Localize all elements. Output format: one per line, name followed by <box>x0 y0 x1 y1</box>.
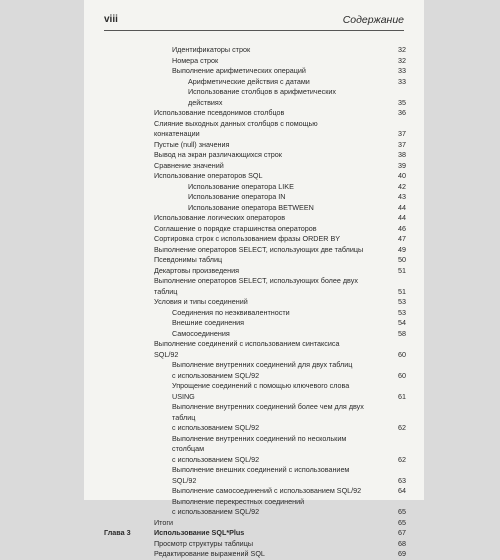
toc-entry-title: Псевдонимы таблиц <box>154 255 223 264</box>
toc-entry-title: Выполнение арифметических операций <box>172 66 306 75</box>
toc-entry <box>84 234 424 245</box>
toc-entry-page: 62 <box>398 423 406 432</box>
toc-entry <box>84 497 424 518</box>
toc-entry <box>84 224 424 235</box>
toc-entry <box>84 339 424 360</box>
table-of-contents <box>84 45 424 560</box>
toc-entry <box>84 486 424 497</box>
toc-entry-title: Выполнение внутренних соединений по нескольким столбцам с использованием SQL/92 <box>172 433 347 464</box>
toc-entry <box>84 276 424 297</box>
toc-entry <box>84 245 424 256</box>
toc-entry-page: 62 <box>398 454 406 464</box>
toc-entry <box>84 549 424 560</box>
toc-entry-title: Соединения по неэквивалентности <box>172 307 290 317</box>
header-rule <box>104 30 404 31</box>
toc-entry <box>84 182 424 193</box>
toc-entry-title: Декартовы произведения <box>154 265 240 275</box>
toc-entry-title: Использование псевдонимов столбцов <box>154 108 285 117</box>
toc-entry <box>84 360 424 381</box>
toc-entry-page: 63 <box>398 475 406 485</box>
toc-entry-page: 32 <box>398 55 406 65</box>
toc-entry-page: 67 <box>398 528 406 537</box>
toc-entry <box>84 161 424 172</box>
toc-entry <box>84 381 424 402</box>
toc-entry <box>84 192 424 203</box>
toc-entry-title: Использование SQL*Plus <box>154 528 245 537</box>
toc-entry-title: Вывод на экран различающихся строк <box>154 150 282 159</box>
toc-entry-title: Самосоединения <box>172 328 230 338</box>
book-page <box>84 0 424 558</box>
toc-entry-title: Слияние выходных данных столбцов с помощью конкатенации <box>154 118 318 138</box>
toc-entry-page: 51 <box>398 286 406 296</box>
toc-entry <box>84 329 424 340</box>
toc-entry <box>84 203 424 214</box>
page-header <box>104 14 404 34</box>
page-number: viii <box>104 14 118 25</box>
toc-entry-page: 38 <box>398 150 406 159</box>
toc-entry-page: 58 <box>398 328 406 338</box>
toc-entry-page: 32 <box>398 45 406 54</box>
toc-entry-title: Выполнение перекрестных соединений с использованием SQL/92 <box>172 496 305 516</box>
toc-entry-page: 50 <box>398 255 406 264</box>
toc-entry-page: 68 <box>398 538 406 548</box>
toc-entry-title: Упрощение соединений с помощью ключевого слова USING <box>172 381 350 401</box>
toc-entry-title: Использование операторов SQL <box>154 171 263 180</box>
toc-entry <box>84 77 424 88</box>
toc-entry <box>84 297 424 308</box>
toc-entry <box>84 66 424 77</box>
toc-entry-page: 65 <box>398 507 406 516</box>
toc-entry-page: 33 <box>398 66 406 75</box>
toc-entry-title: Использование оператора BETWEEN <box>188 202 314 212</box>
toc-entry-title: Выполнение внешних соединений с использованием SQL/92 <box>172 465 350 485</box>
toc-entry <box>84 119 424 140</box>
toc-entry <box>84 266 424 277</box>
toc-entry-title: Сравнение значений <box>154 160 224 170</box>
toc-entry-page: 35 <box>398 97 406 107</box>
toc-entry-page: 64 <box>398 486 406 495</box>
toc-entry-page: 33 <box>398 76 406 86</box>
toc-entry-page: 43 <box>398 192 406 201</box>
toc-entry <box>84 308 424 319</box>
toc-entry <box>84 56 424 67</box>
toc-entry <box>84 465 424 486</box>
toc-entry-title: Использование столбцов в арифметических действиях <box>188 87 336 107</box>
toc-entry <box>84 434 424 466</box>
toc-entry-page: 42 <box>398 181 406 191</box>
toc-entry-page: 46 <box>398 223 406 233</box>
toc-entry <box>84 518 424 529</box>
toc-entry-title: Пустые (null) значения <box>154 139 230 149</box>
toc-entry-title: Просмотр структуры таблицы <box>154 538 253 548</box>
toc-entry-page: 47 <box>398 234 406 243</box>
toc-entry-page: 60 <box>398 370 406 380</box>
toc-entry-page: 40 <box>398 171 406 180</box>
toc-entry-title: Номера строк <box>172 55 219 65</box>
toc-entry-title: Выполнение операторов SELECT, использующих более двух таблиц <box>154 276 358 296</box>
toc-entry <box>84 213 424 224</box>
toc-entry-page: 36 <box>398 108 406 117</box>
toc-entry-title: Выполнение внутренних соединений более чем для двух таблиц с использованием SQL/92 <box>172 402 364 432</box>
toc-entry-title: Сортировка строк с использованием фразы ORDER BY <box>154 234 341 243</box>
toc-entry-page: 44 <box>398 213 406 222</box>
toc-entry-page: 69 <box>398 549 406 558</box>
toc-entry <box>84 318 424 329</box>
toc-entry-page: 53 <box>398 297 406 306</box>
toc-entry-title: Выполнение соединений с использованием синтаксиса SQL/92 <box>154 339 340 359</box>
toc-entry-title: Идентификаторы строк <box>172 45 251 54</box>
toc-entry-title: Условия и типы соединений <box>154 297 248 306</box>
toc-entry <box>84 150 424 161</box>
toc-entry-title: Редактирование выражений SQL <box>154 549 265 558</box>
toc-entry <box>84 528 424 539</box>
toc-entry-title: Выполнение внутренних соединений для двух таблиц с использованием SQL/92 <box>172 360 353 380</box>
toc-entry-title: Использование логических операторов <box>154 213 286 222</box>
toc-entry-title: Внешние соединения <box>172 318 245 327</box>
toc-entry-page: 53 <box>398 307 406 317</box>
toc-entry-page: 44 <box>398 202 406 212</box>
toc-entry <box>84 140 424 151</box>
toc-entry-title: Выполнение самосоединений с использованием SQL/92 <box>172 486 362 495</box>
toc-entry-page: 37 <box>398 129 406 138</box>
toc-entry-title: Арифметические действия с датами <box>188 76 310 86</box>
toc-entry-page: 49 <box>398 244 406 254</box>
toc-entry-title: Использование оператора IN <box>188 192 286 201</box>
toc-entry <box>84 255 424 266</box>
toc-entry-page: 54 <box>398 318 406 327</box>
toc-entry <box>84 45 424 56</box>
chapter-label: Глава 3 <box>104 528 131 537</box>
toc-entry-page: 37 <box>398 139 406 149</box>
toc-entry <box>84 108 424 119</box>
running-title: Содержание <box>342 14 404 26</box>
toc-entry <box>84 539 424 550</box>
toc-entry-title: Соглашение о порядке старшинства операторов <box>154 223 317 233</box>
toc-entry-page: 65 <box>398 517 406 527</box>
toc-entry <box>84 402 424 434</box>
toc-entry-title: Итоги <box>154 517 174 527</box>
toc-entry <box>84 171 424 182</box>
toc-entry-page: 39 <box>398 160 406 170</box>
toc-entry-page: 61 <box>398 391 406 401</box>
toc-entry <box>84 87 424 108</box>
toc-entry-title: Использование оператора LIKE <box>188 181 294 191</box>
toc-entry-page: 60 <box>398 349 406 359</box>
toc-entry-page: 51 <box>398 265 406 275</box>
toc-entry-title: Выполнение операторов SELECT, использующих две таблицы <box>154 244 364 254</box>
